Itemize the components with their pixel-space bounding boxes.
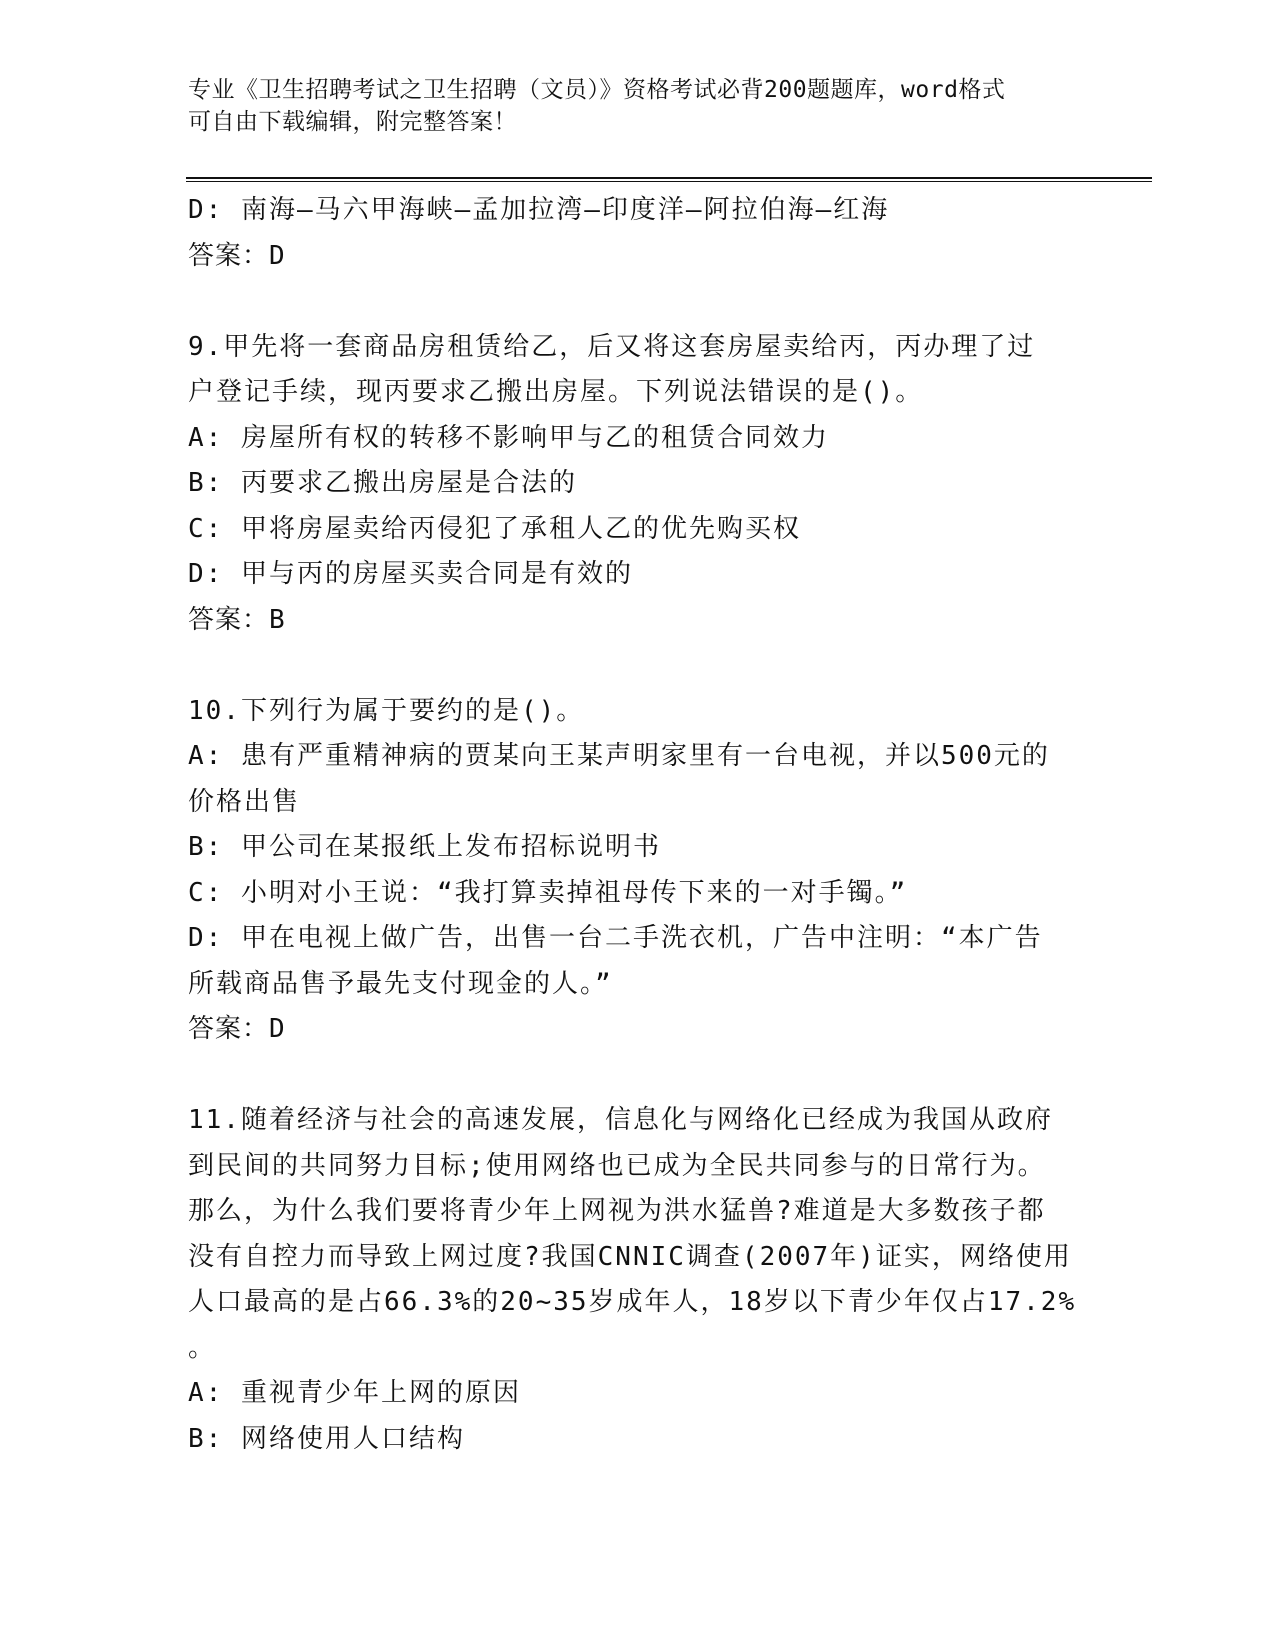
option-b: B: 丙要求乙搬出房屋是合法的 (188, 468, 577, 498)
question-stem: 户登记手续，现丙要求乙搬出房屋。下列说法错误的是()。 (188, 377, 924, 407)
answer: 答案：B (188, 604, 286, 635)
question-stem: 。 (188, 1332, 217, 1363)
option-a-continued: 价格出售 (188, 786, 301, 817)
document-header (188, 74, 1088, 138)
option-d-continued: 所载商品售予最先支付现金的人。” (188, 968, 613, 999)
answer: 答案：D (188, 1014, 286, 1044)
option-d: D: 甲与丙的房屋买卖合同是有效的 (188, 559, 633, 589)
option-c: C: 小明对小王说：“我打算卖掉祖母传下来的一对手镯。” (188, 877, 908, 908)
option-a: A: 患有严重精神病的贾某向王某声明家里有一台电视，并以500元的 (188, 741, 1050, 771)
question-stem: 那么，为什么我们要将青少年上网视为洪水猛兽?难道是大多数孩子都 (188, 1196, 1046, 1226)
option-c: C: 甲将房屋卖给丙侵犯了承租人乙的优先购买权 (188, 513, 801, 544)
option-a: A: 房屋所有权的转移不影响甲与乙的租赁合同效力 (188, 422, 829, 453)
option-b: B: 网络使用人口结构 (188, 1423, 465, 1454)
header-divider (186, 177, 1152, 182)
option-d: D: 甲在电视上做广告，出售一台二手洗衣机，广告中注明：“本广告 (188, 923, 1043, 953)
header-title-line-1: 专业《卫生招聘考试之卫生招聘（文员）》资格考试必背200题题库，word格式 (188, 77, 1006, 103)
question-stem: 没有自控力而导致上网过度?我国CNNIC调查(2007年)证实，网络使用 (188, 1241, 1072, 1272)
document-body (188, 188, 1088, 1462)
question-stem: 人口最高的是占66.3%的20~35岁成年人，18岁以下青少年仅占17.2% (188, 1287, 1077, 1317)
question-10 (188, 689, 1088, 1053)
question-stem: 到民间的共同努力目标;使用网络也已成为全民共同参与的日常行为。 (188, 1150, 1046, 1181)
question-stem: 9.甲先将一套商品房租赁给乙，后又将这套房屋卖给丙，丙办理了过 (188, 331, 1036, 362)
option-a: A: 重视青少年上网的原因 (188, 1378, 521, 1408)
option-b: B: 甲公司在某报纸上发布招标说明书 (188, 832, 661, 862)
question-stem: 11.随着经济与社会的高速发展，信息化与网络化已经成为我国从政府 (188, 1105, 1053, 1135)
question-9 (188, 325, 1088, 644)
question-stem: 10.下列行为属于要约的是()。 (188, 695, 585, 726)
previous-question-tail (188, 188, 1088, 279)
question-11 (188, 1098, 1088, 1462)
answer: 答案：D (188, 240, 286, 271)
option-d: D: 南海—马六甲海峡—孟加拉湾—印度洋—阿拉伯海—红海 (188, 195, 890, 225)
header-title-line-2: 可自由下载编辑，附完整答案！ (188, 109, 517, 135)
